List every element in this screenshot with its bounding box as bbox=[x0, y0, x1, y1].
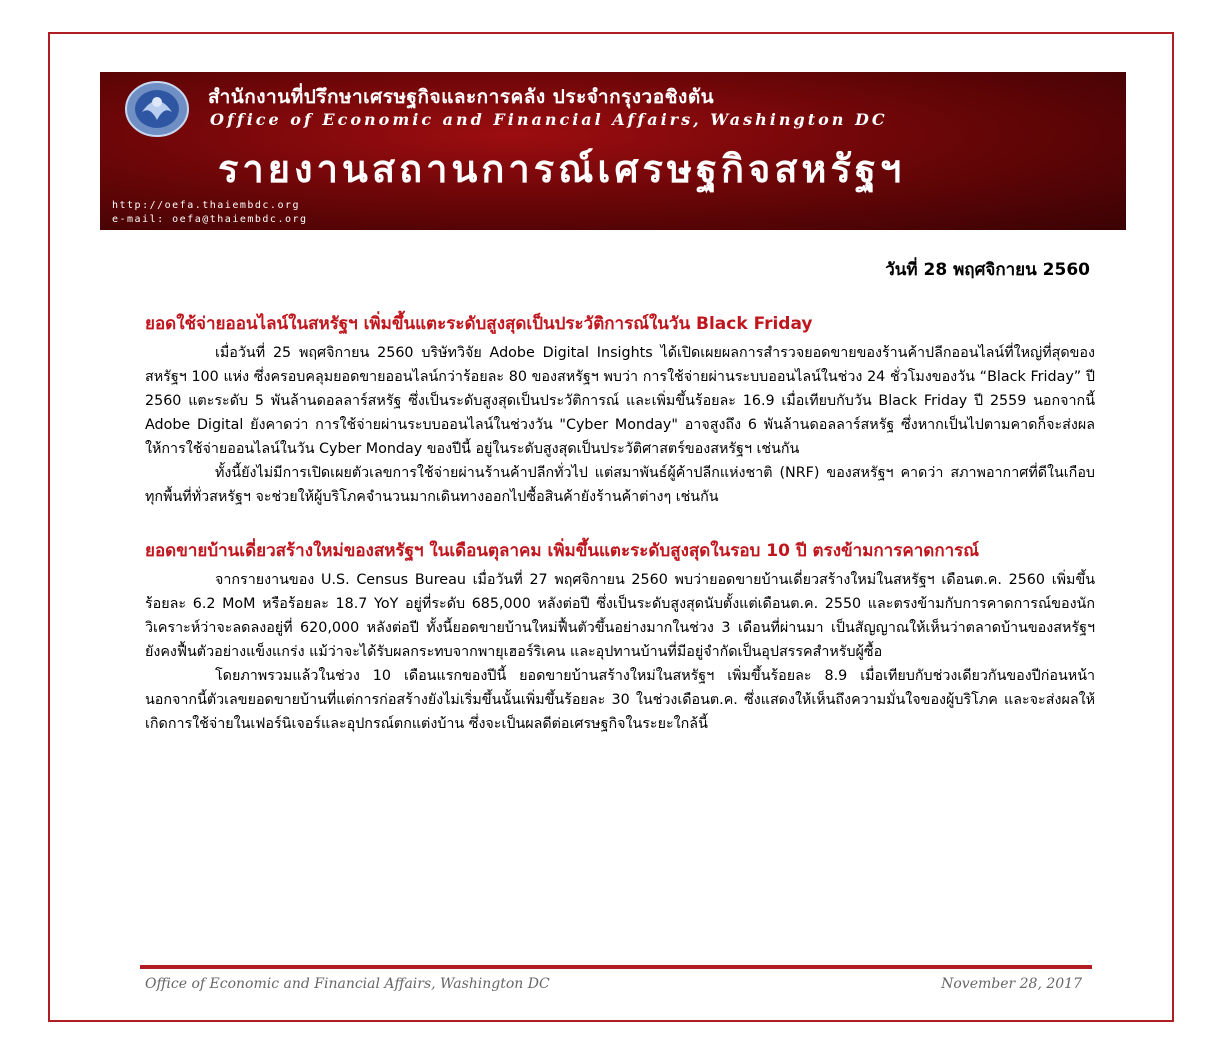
report-date: วันที่ 28 พฤศจิกายน 2560 bbox=[885, 260, 1090, 280]
footer-date: November 28, 2017 bbox=[941, 976, 1082, 992]
footer-agency: Office of Economic and Financial Affairs, Washington DC bbox=[145, 976, 550, 992]
website-link[interactable]: http://oefa.thaiembdc.org bbox=[112, 200, 301, 211]
agency-name-thai: สำนักงานที่ปรึกษาเศรษฐกิจและการคลัง ประจำกรุงวอชิงตัน bbox=[208, 86, 715, 108]
article-2-heading: ยอดขายบ้านเดี่ยวสร้างใหม่ของสหรัฐฯ ในเดือนตุลาคม เพิ่มขึ้นแตะระดับสูงสุดในรอบ 10 ปี ตรงข้ามการคาดการณ์ bbox=[145, 541, 980, 561]
report-title: รายงานสถานการณ์เศรษฐกิจสหรัฐฯ bbox=[218, 147, 906, 191]
article-1-paragraph-2: ทั้งนี้ยังไม่มีการเปิดเผยตัวเลขการใช้จ่ายผ่านร้านค้าปลีกทั่วไป แต่สมาพันธ์ผู้ค้าปลีกแห่งชาติ (NRF) ของสหรัฐฯ คาดว่า สภาพอากาศที่ดีในเกือบทุกพื้นที่ทั่วสหรัฐฯ จะช่วยให้ผู้บริโภคจำนวนมากเดินทางออกไปซื้อสินค้ายังร้านค้าต่างๆ เช่นกัน bbox=[145, 465, 1095, 505]
article-2-paragraph-1: จากรายงานของ U.S. Census Bureau เมื่อวันที่ 27 พฤศจิกายน 2560 พบว่ายอดขายบ้านเดี่ยวสร้างใหม่ในสหรัฐฯ เดือนต.ค. 2560 เพิ่มขึ้นร้อยละ 6.2 MoM หรือร้อยละ 18.7 YoY อยู่ที่ระดับ 685,000 หลังต่อปี ซึ่งเป็นระดับสูงสุดนับตั้งแต่เดือนต.ค. 2550 และตรงข้ามกับการคาดการณ์ของนักวิเคราะห์ว่าจะลดลงอยู่ที่ 620,000 หลังต่อปี ทั้งนี้ยอดขายบ้านใหม่ฟื้นตัวขึ้นอย่างมากในช่วง 3 เดือนที่ผ่านมา เป็นสัญญาณให้เห็นว่าตลาดบ้านของสหรัฐฯ ยังคงฟื้นตัวอย่างแข็งแกร่ง แม้ว่าจะได้รับผลกระทบจากพายุเฮอร์ริเคน และอุปทานบ้านที่มีอยู่จำกัดเป็นอุปสรรคสำหรับผู้ซื้อ bbox=[145, 572, 1095, 660]
garuda-seal-icon bbox=[124, 80, 190, 138]
email-link[interactable]: e-mail: oefa@thaiembdc.org bbox=[112, 214, 308, 225]
agency-name-english: Office of Economic and Financial Affairs, Washington DC bbox=[210, 110, 888, 129]
article-body bbox=[145, 312, 1095, 736]
article-1-paragraph-1: เมื่อวันที่ 25 พฤศจิกายน 2560 บริษัทวิจัย Adobe Digital Insights ได้เปิดเผยผลการสำรวจยอดขายของร้านค้าปลีกออนไลน์ที่ใหญ่ที่สุดของสหรัฐฯ 100 แห่ง ซึ่งครอบคลุมยอดขายออนไลน์กว่าร้อยละ 80 ของสหรัฐฯ พบว่า การใช้จ่ายผ่านระบบออนไลน์ในช่วง 24 ชั่วโมงของวัน “Black Friday” ปี 2560 แตะระดับ 5 พันล้านดอลลาร์สหรัฐ ซึ่งเป็นระดับสูงสุดเป็นประวัติการณ์ และเพิ่มขึ้นร้อยละ 16.9 เมื่อเทียบกับวัน Black Friday ปี 2559 นอกจากนี้ Adobe Digital ยังคาดว่า การใช้จ่ายผ่านระบบออนไลน์ในช่วงวัน "Cyber Monday" อาจสูงถึง 6 พันล้านดอลลาร์สหรัฐ ซึ่งหากเป็นไปตามคาดก็จะส่งผลให้การใช้จ่ายออนไลน์ในวัน Cyber Monday ของปีนี้ อยู่ในระดับสูงสุดเป็นประวัติศาสตร์ของสหรัฐฯ เช่นกัน bbox=[145, 345, 1095, 457]
article-1-heading: ยอดใช้จ่ายออนไลน์ในสหรัฐฯ เพิ่มขึ้นแตะระดับสูงสุดเป็นประวัติการณ์ในวัน Black Friday bbox=[145, 314, 813, 334]
footer-divider bbox=[140, 965, 1092, 969]
article-2-paragraph-2: โดยภาพรวมแล้วในช่วง 10 เดือนแรกของปีนี้ ยอดขายบ้านสร้างใหม่ในสหรัฐฯ เพิ่มขึ้นร้อยละ 8.9 เมื่อเทียบกับช่วงเดียวกันของปีก่อนหน้า นอกจากนี้ตัวเลขยอดขายบ้านที่แต่การก่อสร้างยังไม่เริ่มขึ้นนั้นเพิ่มขึ้นร้อยละ 30 ในช่วงเดือนต.ค. ซึ่งแสดงให้เห็นถึงความมั่นใจของผู้บริโภค และจะส่งผลให้เกิดการใช้จ่ายในเฟอร์นิเจอร์และอุปกรณ์ตกแต่งบ้าน ซึ่งจะเป็นผลดีต่อเศรษฐกิจในระยะใกล้นี้ bbox=[145, 668, 1095, 732]
header-banner bbox=[100, 72, 1126, 230]
